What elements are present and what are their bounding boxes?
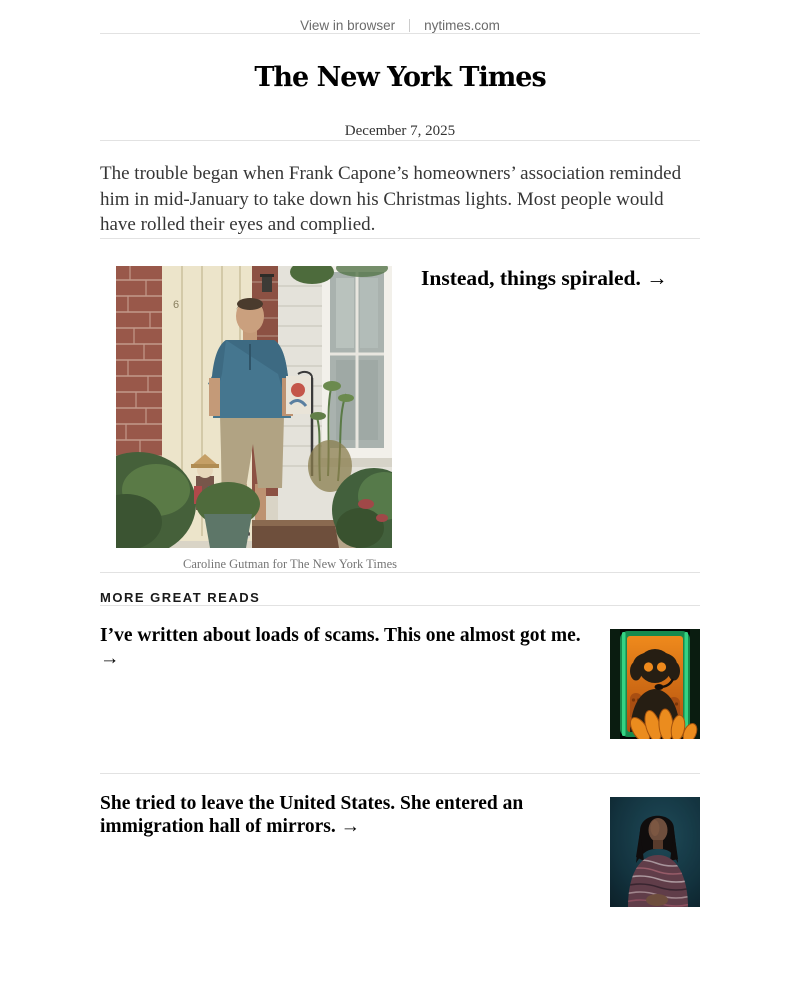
article-headline-immigration[interactable]: She tried to leave the United States. She entered an immigration hall of mirrors. →	[100, 792, 524, 837]
nytimes-link[interactable]: nytimes.com	[424, 18, 500, 33]
article-row-immigration	[100, 774, 700, 941]
article-row-scams	[100, 606, 700, 773]
scam-illustration	[610, 629, 700, 739]
issue-date: December 7, 2025	[344, 123, 456, 139]
portrait-photo	[610, 797, 700, 907]
topbar	[0, 0, 800, 33]
section-title-more-great-reads: MORE GREAT READS	[100, 589, 261, 605]
lead-story	[100, 266, 700, 572]
intro-paragraph: The trouble began when Frank Capone’s homeowners’ association reminded him in mid-January to take down his Christmas lights. Most people would have rolled their eyes and complied.	[100, 163, 682, 235]
topbar-divider	[409, 19, 410, 32]
divider-under-lead	[100, 572, 700, 573]
lead-story-photo[interactable]	[116, 266, 392, 548]
article-thumbnail-scam-illustration[interactable]	[610, 629, 700, 739]
porch-photo-illustration	[116, 266, 392, 548]
view-in-browser-link[interactable]: View in browser	[300, 18, 396, 33]
article-headline-scams[interactable]: I’ve written about loads of scams. This one almost got me. →	[100, 624, 581, 669]
lead-story-media	[116, 266, 397, 572]
divider-top	[100, 33, 700, 34]
svg-text:6: 6	[173, 298, 180, 311]
photo-credit: Caroline Gutman for The New York Times	[182, 556, 397, 571]
nyt-logo[interactable]: The New York Times	[254, 62, 546, 93]
article-thumbnail-portrait[interactable]	[610, 797, 700, 907]
divider-under-date	[100, 140, 700, 141]
divider-under-intro	[100, 238, 700, 239]
lead-story-headline[interactable]: Instead, things spiraled. →	[421, 265, 668, 290]
